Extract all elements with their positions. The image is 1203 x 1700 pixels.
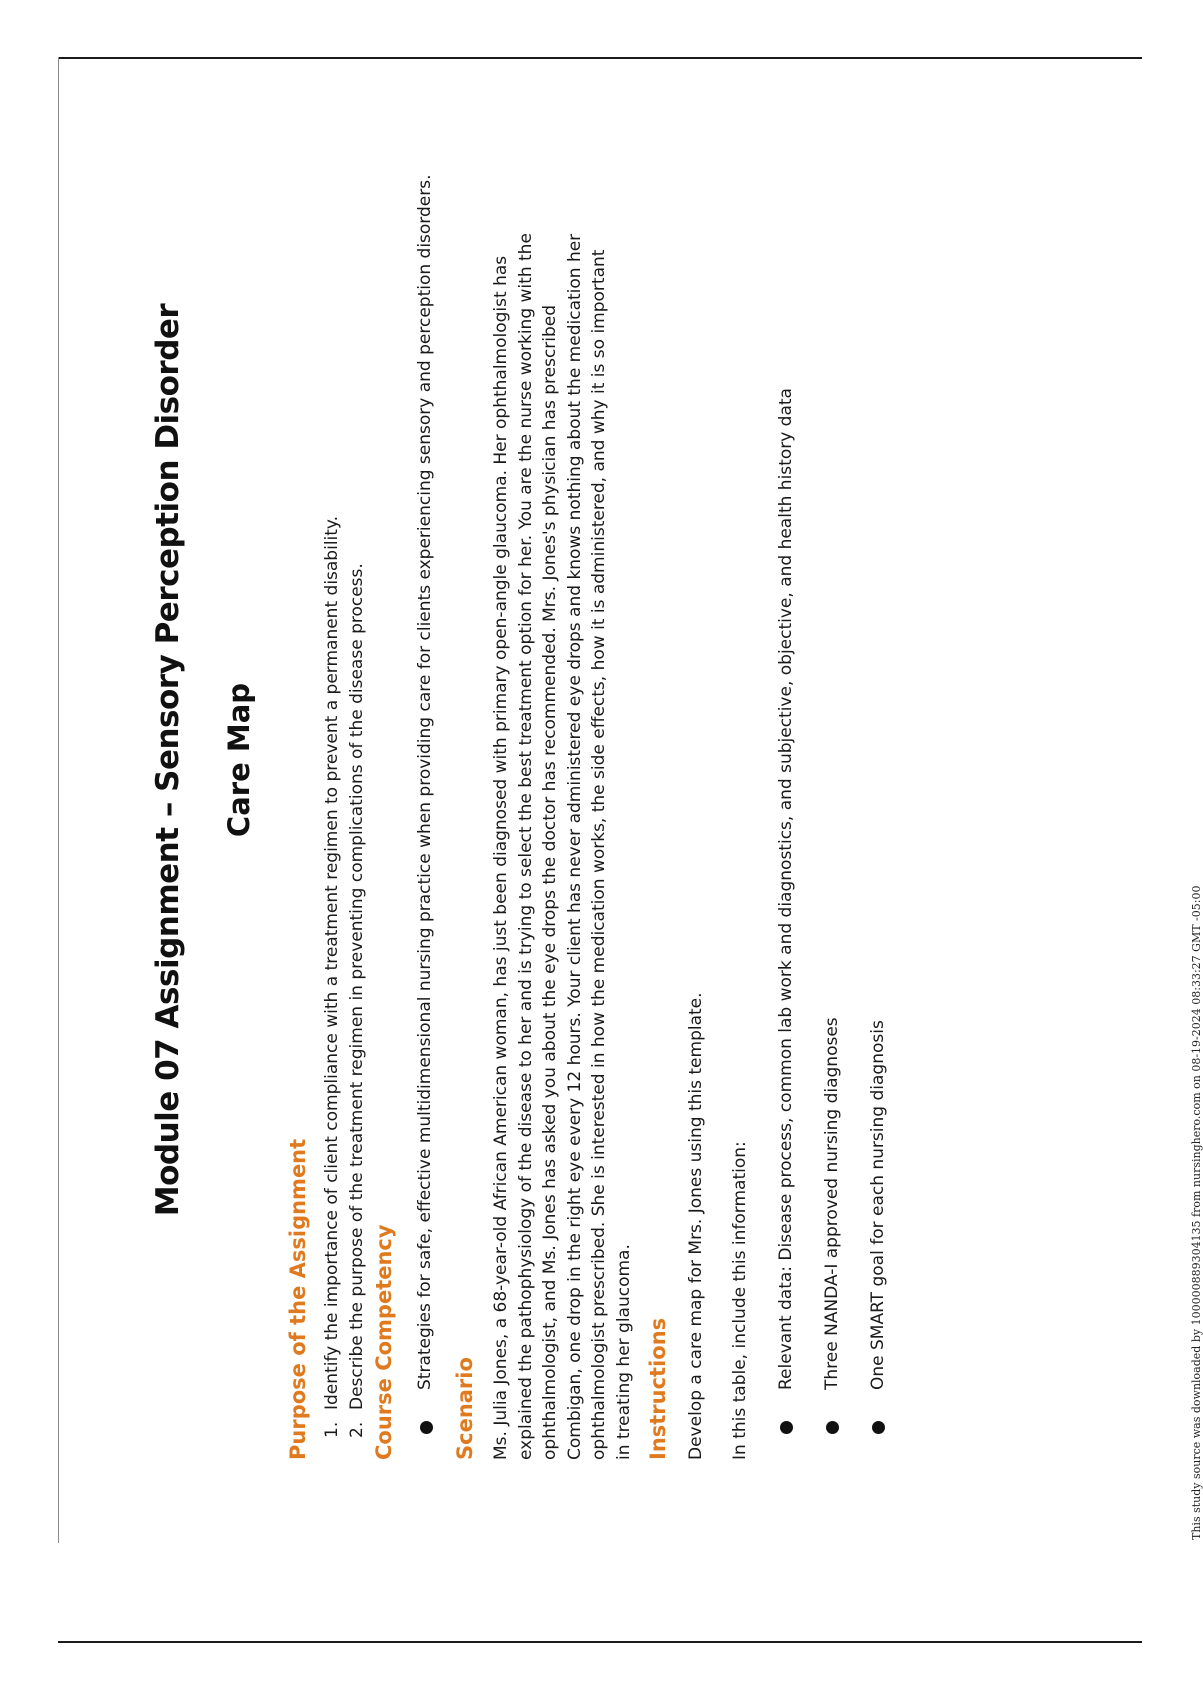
instructions-item [820,60,844,1390]
competency-item [408,60,443,1390]
competency-heading: Course Competency [372,1224,396,1460]
document-subtitle: Care Map [222,682,256,838]
left-margin-rule [58,57,59,1543]
scenario-heading: Scenario [453,1357,477,1460]
purpose-item-number: 1. [322,1421,342,1438]
bullet-icon [420,1421,433,1434]
bullet-icon [780,1421,793,1434]
bottom-rule [58,1641,1142,1643]
instructions-item-text: One SMART goal for each nursing diagnosis [868,1020,888,1390]
bullet-icon [826,1421,839,1434]
source-watermark: This study source was downloaded by 100000889304135 from nursinghero.com on 08-19-2024 08:33:27 GMT -05:00 [1190,885,1203,1540]
rotated-page-content [150,60,1050,1460]
instructions-item-text: Three NANDA-I approved nursing diagnoses [822,1017,842,1390]
instructions-list [774,60,890,1460]
competency-item-text: Strategies for safe, effective multidimensional nursing practice when providing care for clients experiencing sensory and perception disorders. [415,174,435,1390]
purpose-item-text: Identify the importance of client compliance with a treatment regimen to prevent a permanent disability. [322,516,342,1410]
purpose-item-number: 2. [347,1421,367,1438]
purpose-heading: Purpose of the Assignment [286,1138,310,1460]
competency-list [408,60,443,1460]
instructions-item [866,60,890,1390]
purpose-item [345,60,370,1438]
bullet-icon [872,1421,885,1434]
purpose-item-text: Describe the purpose of the treatment regimen in preventing complications of the disease process. [347,563,367,1410]
purpose-list [320,60,370,1460]
instructions-item [774,60,798,1390]
document-title: Module 07 Assignment – Sensory Perception Disorder [150,303,186,1217]
instructions-line-2: In this table, include this information: [730,1141,750,1460]
instructions-line-1: Develop a care map for Mrs. Jones using this template. [686,992,706,1460]
instructions-heading: Instructions [646,1317,670,1460]
scenario-paragraph: Ms. Julia Jones, a 68-year-old African American woman, has just been diagnosed with primary open-angle glaucoma. Her ophthalmologist has explained the pathophysiology of the disease to her and is trying to select the best treatment option for her. You are the nurse working with the ophthalmologist, and Ms. Jones has asked you about the eye drops the doctor has recommended. Mrs. Jones's physician has prescribed Combigan, one drop in the right eye every 12 hours. Your client has never administered eye drops and knows nothing about the medication her ophthalmologist prescribed. She is interested in how the medication works, the side effects, how it is administered, and why it is so important in treating her glaucoma. [491,233,634,1460]
top-rule [58,57,1142,59]
instructions-item-text: Relevant data: Disease process, common lab work and diagnostics, and subjective, objective, and health history data [776,388,796,1390]
purpose-item [320,60,345,1438]
